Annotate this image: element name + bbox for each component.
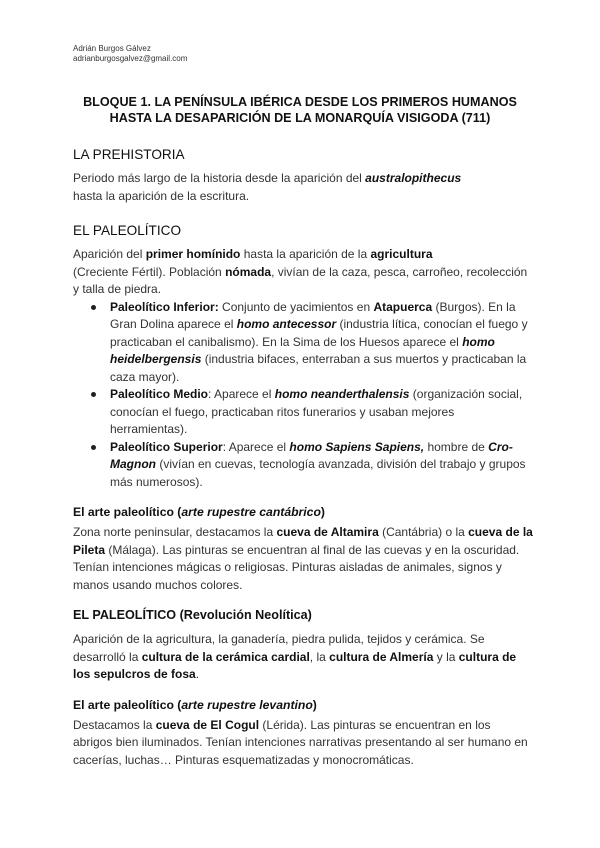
- author-name: Adrián Burgos Gálvez: [73, 44, 151, 53]
- arte-cantabrico-paragraph: Zona norte peninsular, destacamos la cueva de Altamira (Cantábria) o la cueva de la Pileta (Málaga). Las pinturas se encuentran al final de las cuevas y en la oscuridad. Tenían intenciones mágicas o religiosas. Pinturas aisladas de animales, signos y manos usando muchos colores.: [73, 525, 533, 592]
- bullet-icon: [91, 392, 96, 397]
- heading-arte-levantino: El arte paleolítico (arte rupestre levantino): [73, 697, 317, 712]
- document-title: [60, 94, 540, 126]
- list-item-medio: Paleolítico Medio: Aparece el homo neanderthalensis (organización social, conocían el fuego, practicaban ritos funerarios y usaban mejores herramientas).: [73, 386, 533, 439]
- document-body: [73, 146, 533, 769]
- arte-levantino-paragraph: Destacamos la cueva de El Cogul (Lérida). Las pinturas se encuentran en los abrigos bien iluminados. Tenían intenciones narrativas presentando al ser humano en cacerías, luchas… Pinturas esquematizadas y monocromáticas.: [73, 717, 528, 767]
- paleolitico-periods-list: [73, 299, 533, 492]
- list-item-inferior: Paleolítico Inferior: Conjunto de yacimientos en Atapuerca (Burgos). En la Gran Dolina aparece el homo antecessor (industria lítica, conocían el fuego y practicaban el canibalismo). En la Sima de los Huesos aparece el homo heidelbergensis (industria bifaces, enterraban a sus muertos y practicaban la caza mayor).: [73, 299, 533, 387]
- list-item-superior: Paleolítico Superior: Aparece el homo Sapiens Sapiens, hombre de Cro-Magnon (vivían en cuevas, tecnología avanzada, división del trabajo y grupos más numerosos).: [73, 439, 533, 492]
- prehistoria-paragraph: Periodo más largo de la historia desde la aparición del australopithecus hasta la aparición de la escritura.: [73, 171, 462, 203]
- author-block: [73, 44, 187, 64]
- bullet-icon: [91, 445, 96, 450]
- neolitico-paragraph: Aparición de la agricultura, la ganadería, piedra pulida, tejidos y cerámica. Se desarrolló la cultura de la cerámica cardial, la cultura de Almería y la cultura de los sepulcros de fosa.: [73, 632, 517, 681]
- bullet-icon: [91, 305, 96, 310]
- title-line-1: BLOQUE 1. LA PENÍNSULA IBÉRICA DESDE LOS PRIMEROS HUMANOS: [83, 95, 517, 109]
- author-email: adrianburgosgalvez@gmail.com: [73, 54, 188, 63]
- heading-neolitico: EL PALEOLÍTICO (Revolución Neolítica): [73, 608, 312, 622]
- paleolitico-paragraph: Aparición del primer homínido hasta la aparición de la agricultura (Creciente Fértil). Población nómada, vivían de la caza, pesca, carroñeo, recolección y talla de piedra.: [73, 247, 528, 296]
- heading-arte-cantabrico: El arte paleolítico (arte rupestre cantábrico): [73, 505, 325, 519]
- heading-paleolitico: EL PALEOLÍTICO: [73, 223, 182, 238]
- heading-prehistoria: LA PREHISTORIA: [73, 147, 185, 162]
- title-line-2: HASTA LA DESAPARICIÓN DE LA MONARQUÍA VISIGODA (711): [109, 111, 491, 125]
